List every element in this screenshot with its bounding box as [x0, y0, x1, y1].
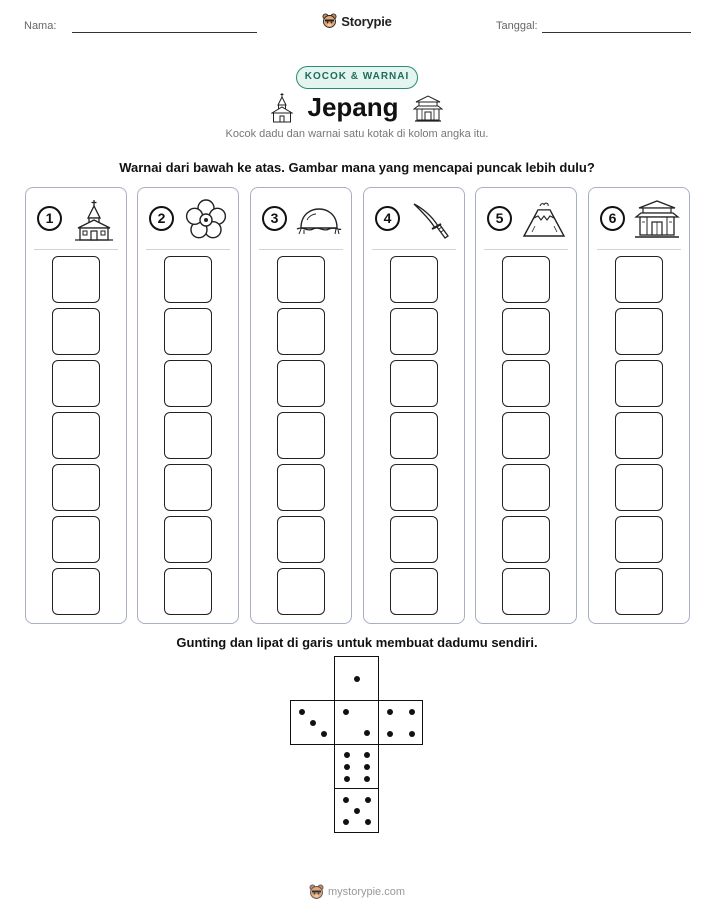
- temple-building-icon: [70, 198, 118, 242]
- column-number: 6: [600, 206, 625, 231]
- color-box[interactable]: [615, 256, 663, 303]
- column-number: 3: [262, 206, 287, 231]
- color-box[interactable]: [277, 568, 325, 615]
- brand-logo: [0, 13, 714, 34]
- color-box[interactable]: [390, 464, 438, 511]
- color-box[interactable]: [390, 256, 438, 303]
- color-box[interactable]: [615, 412, 663, 459]
- dice-pip: [310, 720, 316, 726]
- footer-url[interactable]: mystorypie.com: [327, 886, 406, 898]
- color-box[interactable]: [390, 412, 438, 459]
- dice-pip: [364, 764, 370, 770]
- mount-fuji-icon: [520, 198, 568, 242]
- color-box[interactable]: [390, 308, 438, 355]
- storypie-mascot-icon: [322, 13, 337, 29]
- dice-pip: [364, 752, 370, 758]
- column-header: [364, 198, 464, 244]
- dice-pip: [321, 731, 327, 737]
- column-divider: [259, 249, 343, 250]
- color-box[interactable]: [502, 308, 550, 355]
- column-divider: [484, 249, 568, 250]
- column-2: [137, 187, 239, 624]
- color-box[interactable]: [52, 256, 100, 303]
- subtitle: Kocok dadu dan warnai satu kotak di kolom angka itu.: [225, 128, 489, 140]
- instruction: Warnai dari bawah ke atas. Gambar mana yang mencapai puncak lebih dulu?: [119, 160, 595, 175]
- column-header: [476, 198, 576, 244]
- color-box[interactable]: [390, 568, 438, 615]
- dice-face-4: [378, 700, 423, 745]
- dice-pip: [344, 752, 350, 758]
- column-4: [363, 187, 465, 624]
- dice-pip: [344, 776, 350, 782]
- column-divider: [597, 249, 681, 250]
- column-number: 4: [375, 206, 400, 231]
- dice-pip: [387, 731, 393, 737]
- column-header: [251, 198, 351, 244]
- dice-pip: [409, 709, 415, 715]
- dice-pip: [365, 797, 371, 803]
- dice-face-3: [290, 700, 335, 745]
- column-3: [250, 187, 352, 624]
- dice-pip: [343, 709, 349, 715]
- color-box[interactable]: [502, 464, 550, 511]
- column-number: 1: [37, 206, 62, 231]
- column-number: 5: [487, 206, 512, 231]
- color-box[interactable]: [164, 412, 212, 459]
- color-box[interactable]: [52, 516, 100, 563]
- dice-pip: [343, 797, 349, 803]
- color-box[interactable]: [164, 464, 212, 511]
- color-box[interactable]: [390, 360, 438, 407]
- color-box[interactable]: [502, 256, 550, 303]
- color-box[interactable]: [277, 308, 325, 355]
- small-pagoda-icon: [413, 94, 443, 122]
- color-box[interactable]: [52, 412, 100, 459]
- onsen-rock-icon: [295, 198, 343, 242]
- color-box[interactable]: [52, 360, 100, 407]
- dice-face-5: [334, 788, 379, 833]
- column-divider: [372, 249, 456, 250]
- dice-instruction: Gunting dan lipat di garis untuk membuat dadumu sendiri.: [176, 635, 538, 650]
- dice-pip: [365, 819, 371, 825]
- dice-pip: [354, 808, 360, 814]
- color-box[interactable]: [164, 308, 212, 355]
- color-box[interactable]: [277, 516, 325, 563]
- dice-face-1: [334, 656, 379, 701]
- dice-pip: [343, 819, 349, 825]
- dice-face-6: [334, 744, 379, 789]
- dice-pip: [409, 731, 415, 737]
- column-6: [588, 187, 690, 624]
- name-label: Nama:: [24, 20, 57, 32]
- dice-pip: [344, 764, 350, 770]
- color-box[interactable]: [502, 568, 550, 615]
- dice-pip: [299, 709, 305, 715]
- date-label: Tanggal:: [496, 20, 538, 32]
- color-box[interactable]: [277, 256, 325, 303]
- color-box[interactable]: [277, 360, 325, 407]
- color-box[interactable]: [615, 464, 663, 511]
- color-box[interactable]: [615, 308, 663, 355]
- color-box[interactable]: [502, 516, 550, 563]
- brand-name: Storypie: [341, 13, 392, 29]
- color-box[interactable]: [164, 256, 212, 303]
- color-box[interactable]: [164, 516, 212, 563]
- dice-pip: [364, 730, 370, 736]
- dice-pip: [387, 709, 393, 715]
- column-header: [589, 198, 689, 244]
- pagoda-gate-icon: [633, 198, 681, 242]
- date-line: [542, 32, 691, 33]
- column-number: 2: [149, 206, 174, 231]
- color-box[interactable]: [615, 360, 663, 407]
- page-title: Jepang: [307, 92, 399, 122]
- column-1: [25, 187, 127, 624]
- color-box[interactable]: [52, 568, 100, 615]
- column-header: [138, 198, 238, 244]
- color-box[interactable]: [615, 516, 663, 563]
- footer: [0, 884, 714, 905]
- katana-icon: [408, 198, 456, 242]
- color-box[interactable]: [502, 360, 550, 407]
- color-box[interactable]: [390, 516, 438, 563]
- color-box[interactable]: [615, 568, 663, 615]
- column-divider: [146, 249, 230, 250]
- column-divider: [34, 249, 118, 250]
- color-box[interactable]: [277, 464, 325, 511]
- color-box[interactable]: [164, 360, 212, 407]
- color-box[interactable]: [52, 308, 100, 355]
- color-box[interactable]: [277, 412, 325, 459]
- flower-icon: [182, 198, 230, 242]
- small-temple-icon: [271, 93, 293, 123]
- activity-badge: KOCOK & WARNAI: [296, 66, 418, 89]
- dice-face-2: [334, 700, 379, 745]
- title-row: [0, 92, 714, 128]
- dice-pip: [354, 676, 360, 682]
- color-box[interactable]: [164, 568, 212, 615]
- storypie-mascot-icon: [309, 884, 324, 900]
- column-5: [475, 187, 577, 624]
- color-box[interactable]: [502, 412, 550, 459]
- column-header: [26, 198, 126, 244]
- dice-pip: [364, 776, 370, 782]
- color-box[interactable]: [52, 464, 100, 511]
